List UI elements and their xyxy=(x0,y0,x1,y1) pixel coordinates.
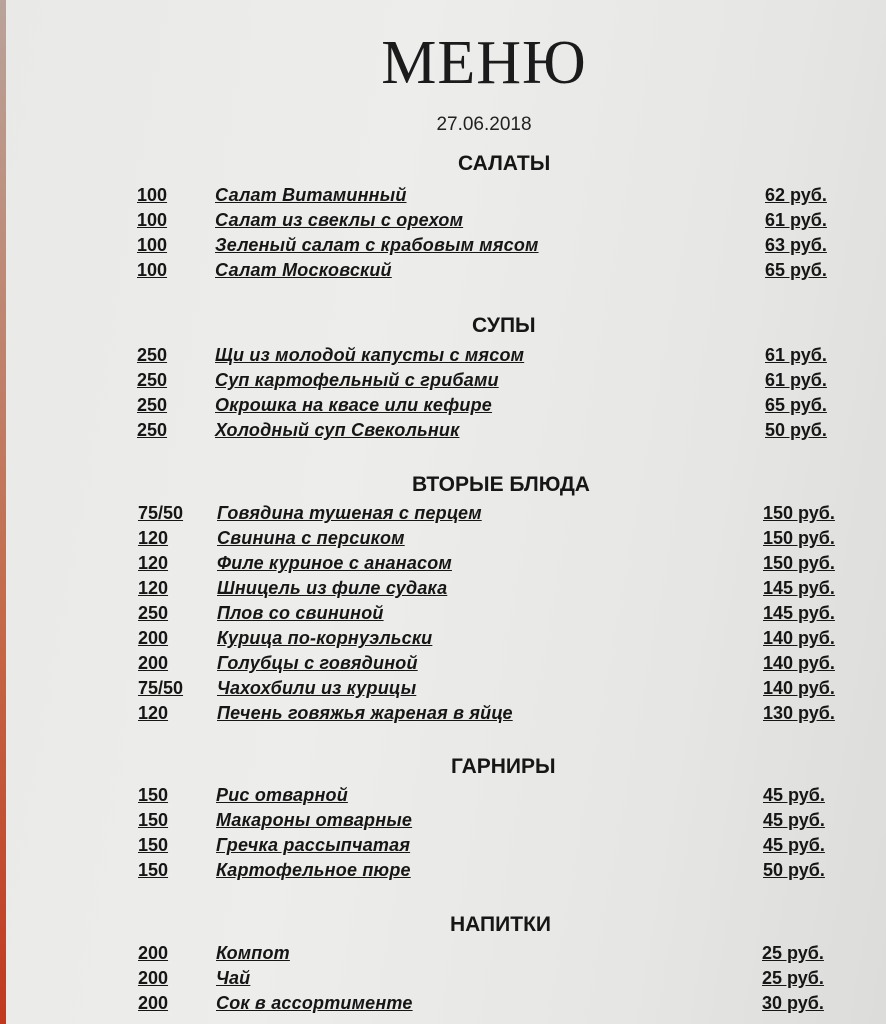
section-title: САЛАТЫ xyxy=(458,152,551,175)
menu-item xyxy=(0,785,886,810)
item-price: 65 руб. xyxy=(765,260,827,280)
item-weight: 250 xyxy=(137,345,168,365)
menu-item xyxy=(0,395,886,420)
item-name: Курица по-корнуэльски xyxy=(217,628,433,648)
item-weight: 250 xyxy=(137,420,168,440)
item-weight: 200 xyxy=(138,653,169,673)
item-name: Печень говяжья жареная в яйце xyxy=(217,703,513,723)
item-weight: 200 xyxy=(138,943,169,963)
menu-item xyxy=(0,370,886,395)
item-weight: 200 xyxy=(138,968,169,988)
menu-item xyxy=(0,260,886,285)
menu-item xyxy=(0,653,886,678)
item-name: Суп картофельный с грибами xyxy=(215,370,499,390)
item-weight: 100 xyxy=(137,260,168,280)
item-name: Чай xyxy=(216,968,251,988)
item-price: 145 руб. xyxy=(763,578,835,598)
item-weight: 100 xyxy=(137,185,168,205)
menu-item xyxy=(0,968,886,993)
item-weight: 120 xyxy=(138,578,169,598)
section-title: ГАРНИРЫ xyxy=(451,755,556,778)
item-weight: 100 xyxy=(137,210,168,230)
item-name: Свинина с персиком xyxy=(217,528,405,548)
item-name: Холодный суп Свекольник xyxy=(215,420,460,440)
item-price: 61 руб. xyxy=(765,370,827,390)
menu-date: 27.06.2018 xyxy=(436,114,532,135)
item-weight: 150 xyxy=(138,860,169,880)
item-name: Салат Витаминный xyxy=(215,185,407,205)
item-price: 30 руб. xyxy=(762,993,824,1013)
item-name: Салат Московский xyxy=(215,260,392,280)
menu-item xyxy=(0,210,886,235)
item-name: Рис отварной xyxy=(216,785,348,805)
item-price: 62 руб. xyxy=(765,185,827,205)
menu-item xyxy=(0,860,886,885)
item-weight: 75/50 xyxy=(138,678,184,698)
section-title: НАПИТКИ xyxy=(450,913,551,936)
item-weight: 100 xyxy=(137,235,168,255)
menu-item xyxy=(0,628,886,653)
menu-item xyxy=(0,185,886,210)
item-price: 61 руб. xyxy=(765,210,827,230)
item-weight: 120 xyxy=(138,703,169,723)
item-price: 50 руб. xyxy=(765,420,827,440)
item-weight: 120 xyxy=(138,553,169,573)
item-price: 140 руб. xyxy=(763,653,835,673)
menu-item xyxy=(0,835,886,860)
item-weight: 150 xyxy=(138,835,169,855)
menu-item xyxy=(0,345,886,370)
item-name: Филе куриное с ананасом xyxy=(217,553,452,573)
item-name: Чахохбили из курицы xyxy=(217,678,417,698)
item-name: Окрошка на квасе или кефире xyxy=(215,395,493,415)
item-weight: 200 xyxy=(138,993,169,1013)
item-name: Зеленый салат с крабовым мясом xyxy=(215,235,539,255)
item-weight: 250 xyxy=(137,395,168,415)
item-name: Шницель из филе судака xyxy=(217,578,448,598)
item-name: Щи из молодой капусты с мясом xyxy=(215,345,525,365)
item-weight: 250 xyxy=(138,603,169,623)
menu-item xyxy=(0,503,886,528)
item-price: 45 руб. xyxy=(763,810,825,830)
menu-item xyxy=(0,993,886,1018)
item-price: 150 руб. xyxy=(763,553,835,573)
item-price: 45 руб. xyxy=(763,785,825,805)
item-weight: 250 xyxy=(137,370,168,390)
menu-item xyxy=(0,810,886,835)
item-price: 50 руб. xyxy=(763,860,825,880)
item-name: Макароны отварные xyxy=(216,810,413,830)
item-price: 61 руб. xyxy=(765,345,827,365)
item-weight: 120 xyxy=(138,528,169,548)
item-weight: 150 xyxy=(138,785,169,805)
menu-item xyxy=(0,603,886,628)
item-name: Говядина тушеная с перцем xyxy=(217,503,482,523)
menu-item xyxy=(0,528,886,553)
item-name: Сок в ассортименте xyxy=(216,993,413,1013)
item-price: 150 руб. xyxy=(763,503,835,523)
item-name: Компот xyxy=(216,943,290,963)
item-weight: 75/50 xyxy=(138,503,184,523)
item-name: Картофельное пюре xyxy=(216,860,411,880)
menu-item xyxy=(0,420,886,445)
section-title: ВТОРЫЕ БЛЮДА xyxy=(412,473,590,496)
menu-item xyxy=(0,943,886,968)
item-price: 140 руб. xyxy=(763,628,835,648)
item-price: 25 руб. xyxy=(762,968,824,988)
item-weight: 150 xyxy=(138,810,169,830)
menu-item xyxy=(0,678,886,703)
menu-item xyxy=(0,235,886,260)
menu-title: МЕНЮ xyxy=(381,29,587,97)
item-name: Плов со свининой xyxy=(217,603,384,623)
item-name: Голубцы с говядиной xyxy=(217,653,418,673)
item-price: 145 руб. xyxy=(763,603,835,623)
item-price: 130 руб. xyxy=(763,703,835,723)
item-name: Салат из свеклы с орехом xyxy=(215,210,464,230)
menu-item xyxy=(0,578,886,603)
menu-item xyxy=(0,703,886,728)
item-weight: 200 xyxy=(138,628,169,648)
item-name: Гречка рассыпчатая xyxy=(216,835,411,855)
item-price: 140 руб. xyxy=(763,678,835,698)
item-price: 45 руб. xyxy=(763,835,825,855)
item-price: 150 руб. xyxy=(763,528,835,548)
item-price: 65 руб. xyxy=(765,395,827,415)
item-price: 63 руб. xyxy=(765,235,827,255)
item-price: 25 руб. xyxy=(762,943,824,963)
section-title: СУПЫ xyxy=(472,314,536,337)
menu-item xyxy=(0,553,886,578)
